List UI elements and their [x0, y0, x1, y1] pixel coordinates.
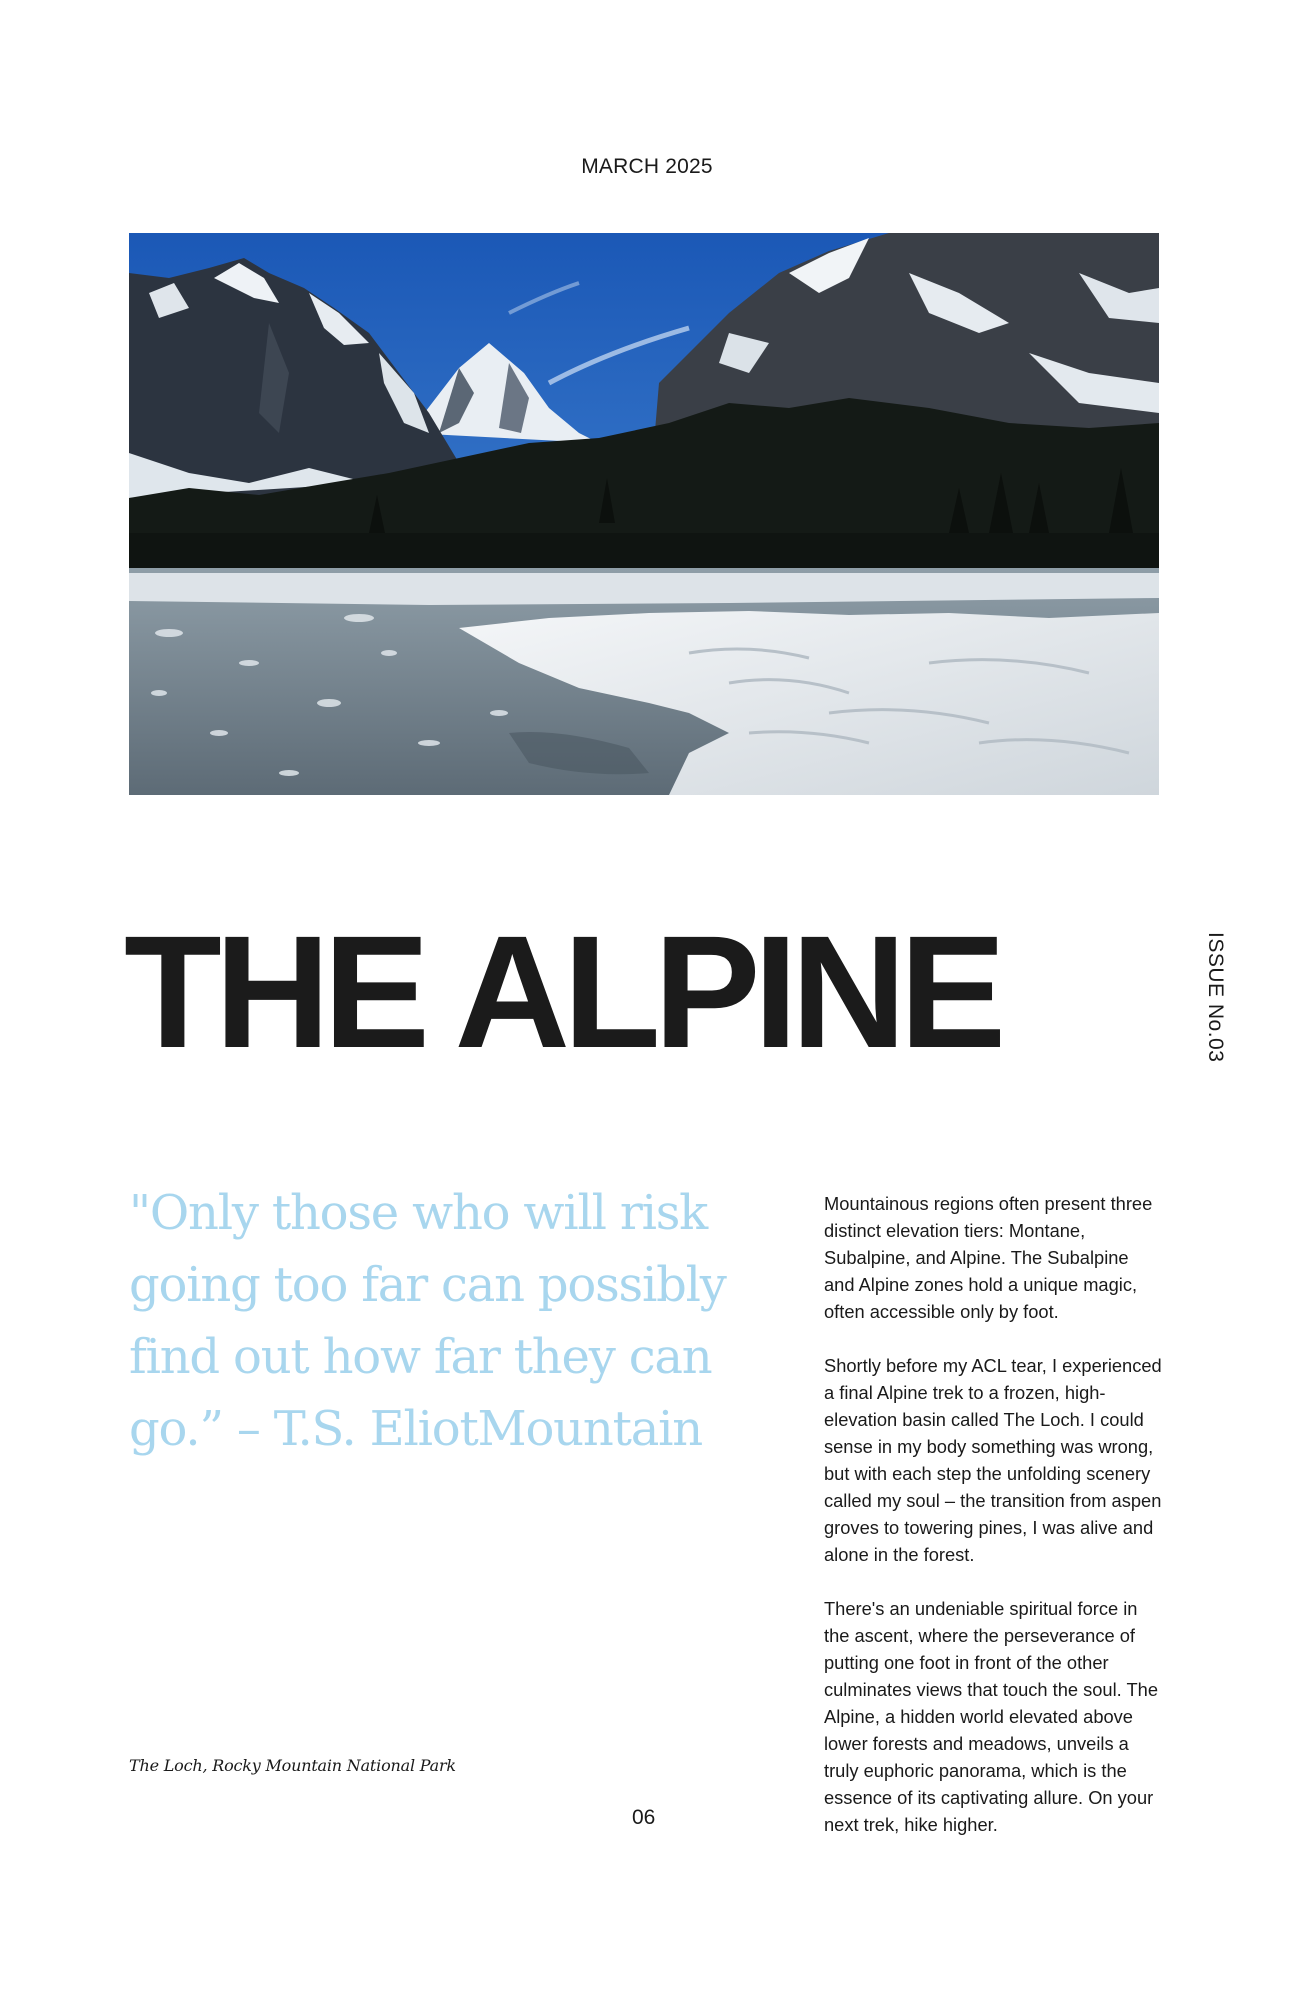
article-body [824, 1190, 1164, 1865]
pull-quote: "Only those who will risk going too far can possibly find out how far they can go.” – T.S. EliotMountain [129, 1185, 726, 1457]
photo-caption: The Loch, Rocky Mountain National Park [129, 1756, 456, 1775]
body-paragraph: Shortly before my ACL tear, I experienced a final Alpine trek to a frozen, high-elevation basin called The Loch. I could sense in my body something was wrong, but with each step the unfolding scenery called my soul – the transition from aspen groves to towering pines, I was alive and alone in the forest. [824, 1355, 1162, 1565]
hero-photo [129, 233, 1159, 795]
body-paragraph: Mountainous regions often present three distinct elevation tiers: Montane, Subalpine, and Alpine. The Subalpine and Alpine zones hold a unique magic, often accessible only by foot. [824, 1193, 1153, 1322]
page-title: THE ALPINE [124, 902, 1000, 1081]
issue-date: MARCH 2025 [581, 155, 713, 178]
issue-number: ISSUE No.03 [1204, 932, 1227, 1063]
page-number: 06 [632, 1806, 656, 1829]
body-paragraph: There's an undeniable spiritual force in the ascent, where the perseverance of putting one foot in front of the other culminates views that touch the soul. The Alpine, a hidden world elevated above lower forests and meadows, unveils a truly euphoric panorama, which is the essence of its captivating allure. On your next trek, hike higher. [824, 1598, 1158, 1835]
